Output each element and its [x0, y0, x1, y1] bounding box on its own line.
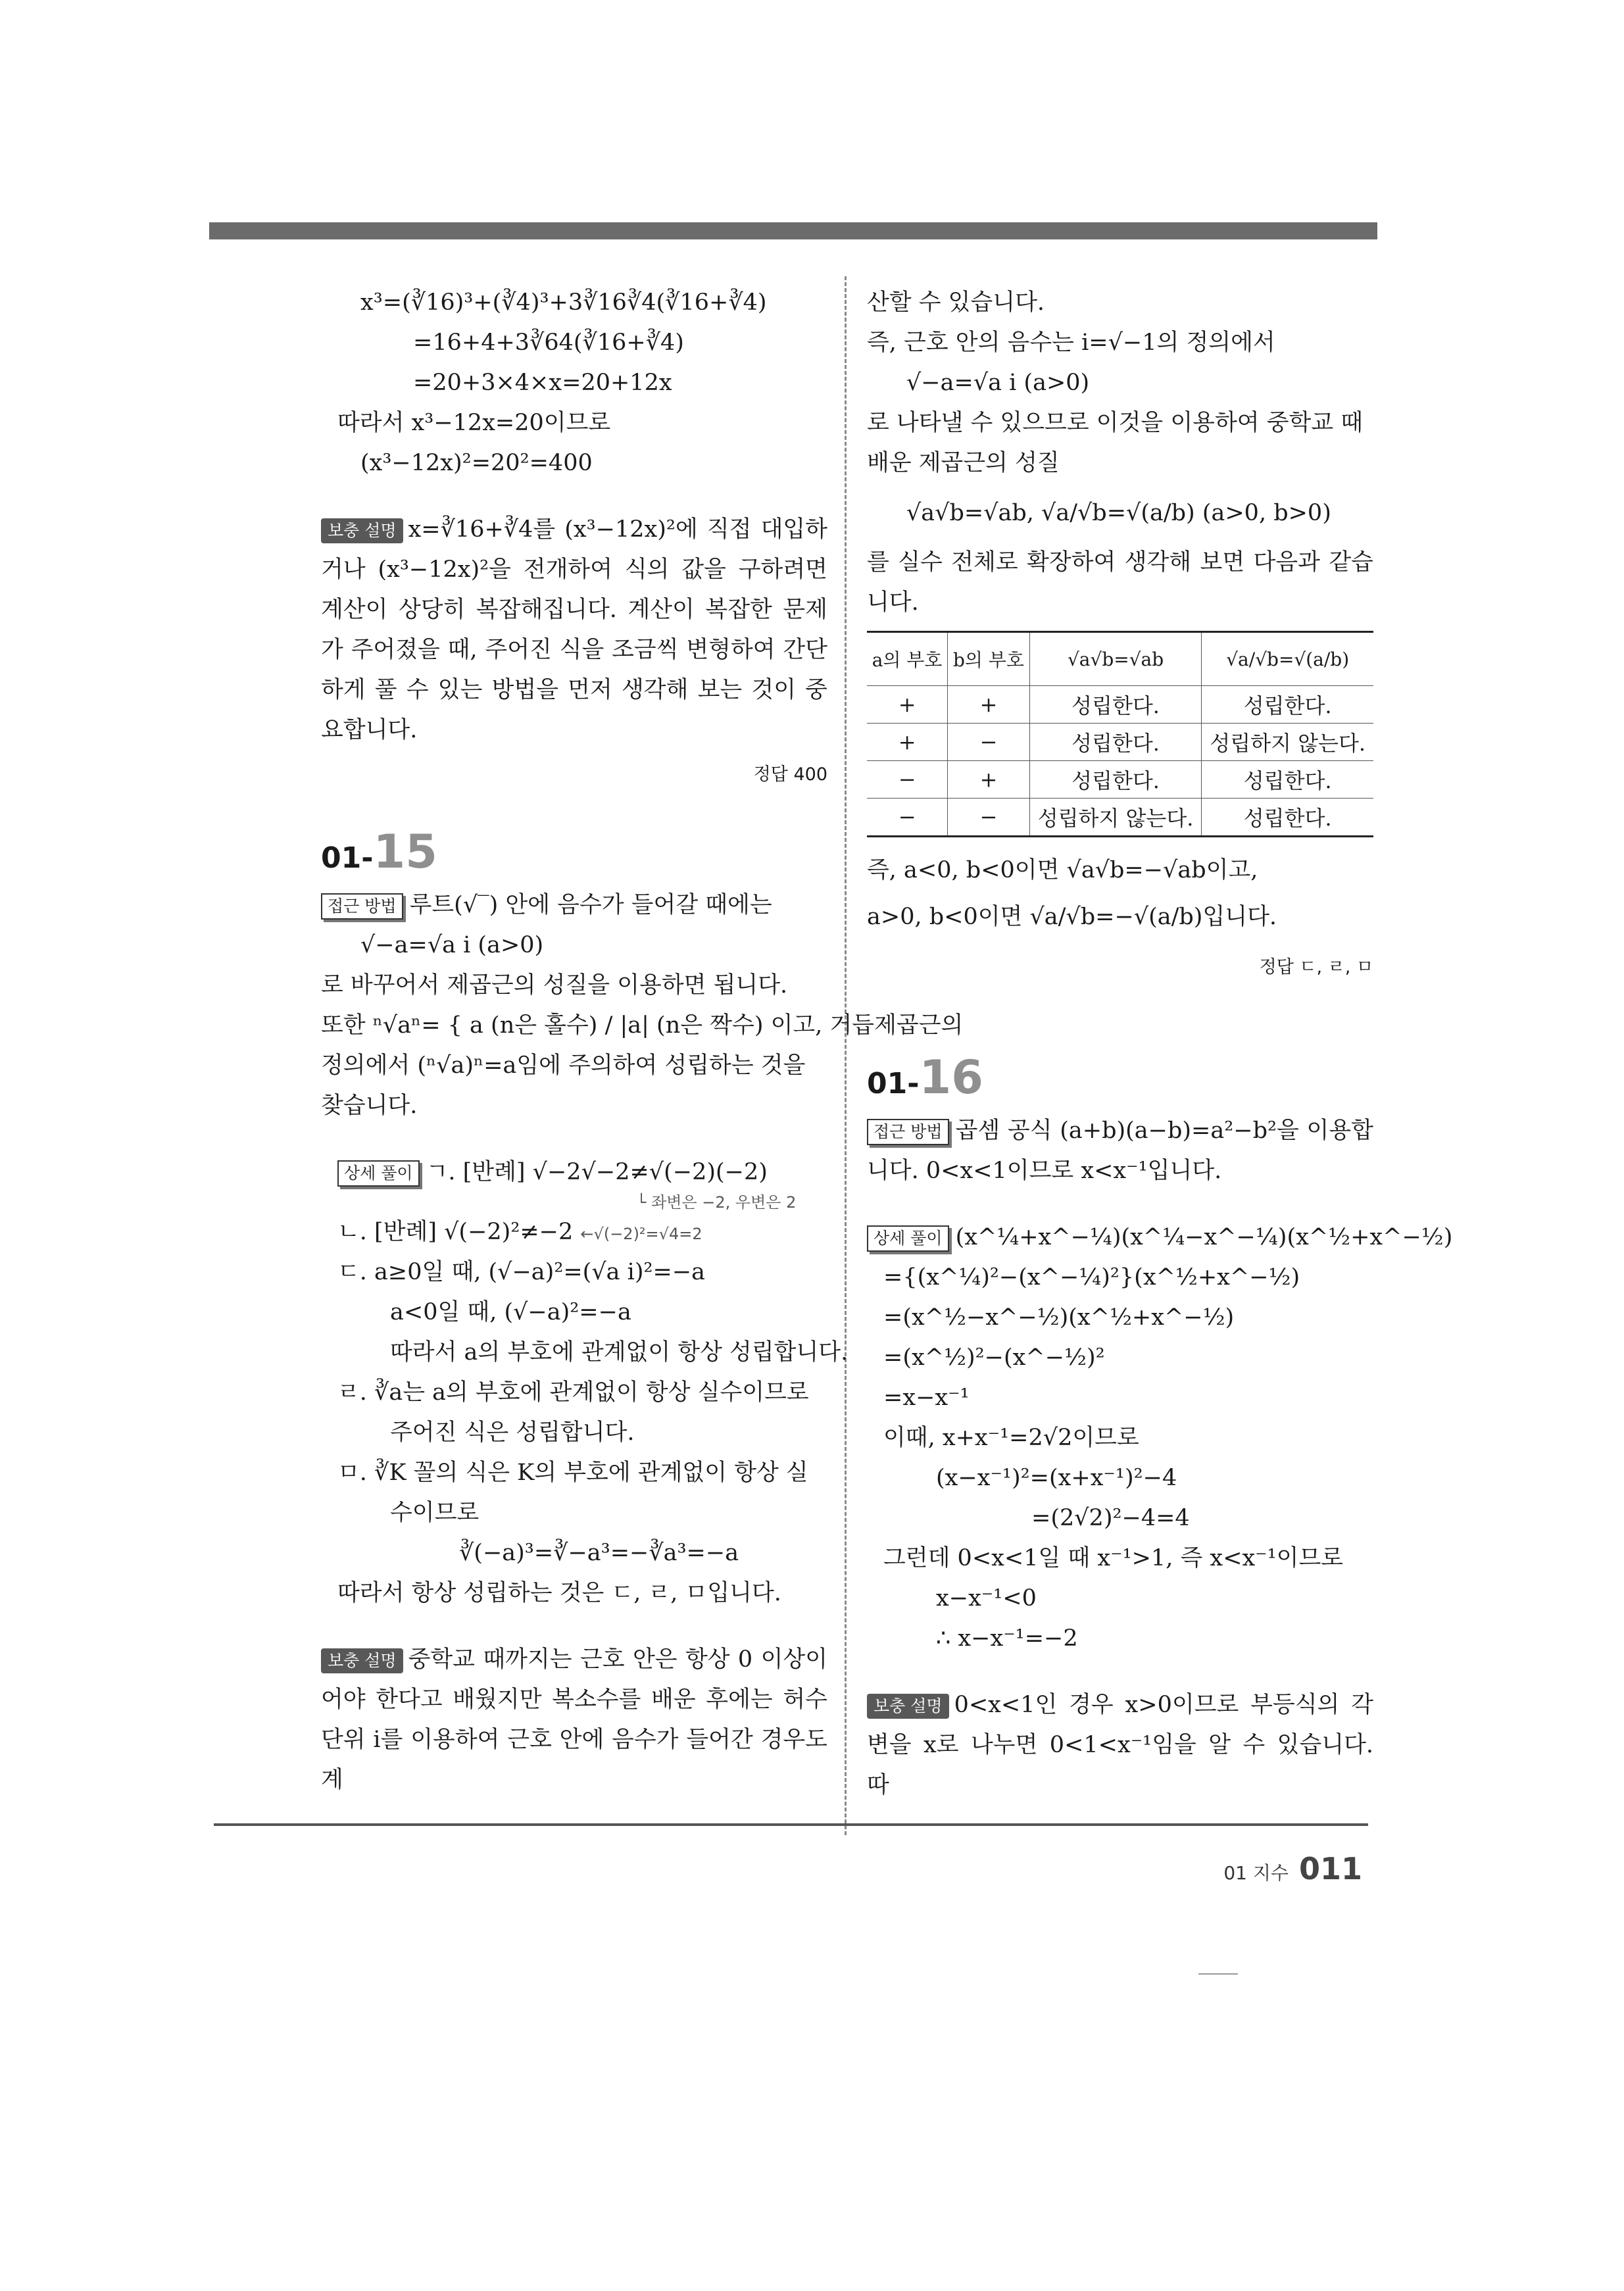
- table-header-cell: b의 부호: [948, 632, 1030, 686]
- page-number: 011: [1298, 1851, 1362, 1886]
- approach-line: [321, 885, 827, 925]
- chapter-label: 01 지수: [1223, 1862, 1289, 1884]
- table-cell: 성립한다.: [1029, 686, 1202, 724]
- supplement-text: x=∛16+∛4를 (x³−12x)²에 직접 대입하거나 (x³−12x)²을 전개하여 식의 값을 구하려면 계산이 상당히 복잡해집니다. 계산이 복잡한 문제가 주어졌을 때, 주어진 식을 조금씩 변형하여 간단하게 풀 수 있는 방법을 먼저 생각해 보는 것이 중요합니다.: [321, 516, 827, 743]
- answer-15: 정답 ㄷ, ㄹ, ㅁ: [1259, 957, 1373, 977]
- table-cell: −: [867, 761, 948, 799]
- table-cell: −: [948, 799, 1030, 837]
- supplement-badge: 보충 설명: [867, 1694, 949, 1719]
- text-line: 배운 제곱근의 성질: [867, 450, 1060, 476]
- table-header-row: [867, 632, 1373, 686]
- table-row: [867, 724, 1373, 761]
- detail-line: ㅁ. ∛K 꼴의 식은 K의 부호에 관계없이 항상 실: [337, 1460, 808, 1486]
- approach-line: √−a=√a i (a>0): [360, 932, 544, 958]
- detail-line: =(2√2)²−4=4: [1031, 1505, 1190, 1531]
- equation-line: =20+3×4×x=20+12x: [413, 370, 672, 396]
- side-note: └ 좌변은 −2, 우변은 2: [637, 1193, 797, 1212]
- table-row: [867, 799, 1373, 837]
- problem-number-big: 16: [919, 1050, 983, 1104]
- detail-line: x−x⁻¹<0: [936, 1585, 1037, 1612]
- detail-line: 이때, x+x⁻¹=2√2이므로: [883, 1425, 1139, 1451]
- detail-text: (x^¼+x^−¼)(x^¼−x^−¼)(x^½+x^−½): [955, 1224, 1453, 1250]
- detail-text: ㄴ. [반례] √(−2)²≠−2: [337, 1219, 574, 1245]
- table-cell: 성립하지 않는다.: [1029, 799, 1202, 837]
- detail-line: ∛(−a)³=∛−a³=−∛a³=−a: [459, 1540, 739, 1566]
- table-cell: 성립한다.: [1202, 761, 1373, 799]
- equation-line: (x³−12x)²=20²=400: [360, 450, 593, 476]
- problem-number-prefix: 01-: [321, 841, 374, 875]
- header-bar: [209, 222, 1377, 239]
- table-row: [867, 686, 1373, 724]
- detail-line: =(x^½)²−(x^−½)²: [883, 1344, 1105, 1371]
- table-cell: 성립한다.: [1202, 799, 1373, 837]
- approach-line: 찾습니다.: [321, 1093, 418, 1119]
- table-cell: +: [867, 724, 948, 761]
- equation-line: x³=(∛16)³+(∛4)³+3∛16∛4(∛16+∛4): [360, 289, 767, 316]
- detail-line: 주어진 식은 성립합니다.: [390, 1419, 635, 1446]
- table-cell: 성립한다.: [1029, 724, 1202, 761]
- detail-line: [867, 1218, 1453, 1258]
- table-row: [867, 761, 1373, 799]
- text-line: 즉, 근호 안의 음수는 i=√−1의 정의에서: [867, 330, 1275, 356]
- equation-line: =16+4+3∛64(∛16+∛4): [413, 330, 684, 356]
- table-cell: +: [948, 686, 1030, 724]
- text-line: 산할 수 있습니다.: [867, 289, 1045, 316]
- problem-number-prefix: 01-: [867, 1067, 920, 1100]
- problem-number-16: [867, 1050, 1373, 1104]
- equation-line: √−a=√a i (a>0): [906, 370, 1090, 396]
- footer-rule: [214, 1823, 1368, 1826]
- detail-line: ∴ x−x⁻¹=−2: [936, 1625, 1078, 1652]
- supplement-16: [867, 1685, 1373, 1806]
- column-divider: [845, 276, 847, 1835]
- text-line: 즉, a<0, b<0이면 √a√b=−√ab이고,: [867, 857, 1258, 883]
- approach-badge: 접근 방법: [867, 1119, 949, 1145]
- answer-14: 정답 400: [753, 764, 827, 785]
- detail-line: a<0일 때, (√−a)²=−a: [390, 1299, 631, 1325]
- detail-line: ㄹ. ∛a는 a의 부호에 관계없이 항상 실수이므로: [337, 1379, 809, 1406]
- approach-line: 정의에서 (ⁿ√a)ⁿ=a임에 주의하여 성립하는 것을: [321, 1052, 806, 1079]
- table-cell: 성립한다.: [1029, 761, 1202, 799]
- detail-line: ㄷ. a≥0일 때, (√−a)²=(√a i)²=−a: [337, 1259, 706, 1285]
- text-line: 로 나타낼 수 있으므로 이것을 이용하여 중학교 때: [867, 410, 1364, 436]
- supplement-text: 중학교 때까지는 근호 안은 항상 0 이상이어야 한다고 배웠지만 복소수를 배운 후에는 허수 단위 i를 이용하여 근호 안에 음수가 들어간 경우도 계: [321, 1646, 827, 1793]
- table-header-cell: a의 부호: [867, 632, 948, 686]
- supplement-text: 0<x<1인 경우 x>0이므로 부등식의 각 변을 x로 나누면 0<1<x⁻¹임을 알 수 있습니다. 따: [867, 1692, 1373, 1798]
- right-column: [867, 283, 1453, 1806]
- detail-text: ㄱ. [반례] √−2√−2≠√(−2)(−2): [426, 1159, 768, 1185]
- detail-line: 수이므로: [390, 1500, 480, 1526]
- detail-line: 따라서 a의 부호에 관계없이 항상 성립합니다.: [390, 1339, 849, 1366]
- equation-line: √a√b=√ab, √a/√b=√(a/b) (a>0, b>0): [906, 500, 1331, 526]
- detail-line: [321, 1212, 827, 1252]
- approach-text: 곱셈 공식 (a+b)(a−b)=a²−b²을 이용합니다. 0<x<1이므로 x<x⁻¹입니다.: [867, 1118, 1373, 1184]
- detail-line: =x−x⁻¹: [883, 1385, 970, 1411]
- approach-16: [867, 1111, 1373, 1191]
- table-cell: +: [948, 761, 1030, 799]
- table-cell: +: [867, 686, 948, 724]
- table-cell: −: [948, 724, 1030, 761]
- table-cell: 성립하지 않는다.: [1202, 724, 1373, 761]
- detail-badge: 상세 풀이: [337, 1160, 420, 1187]
- page-footer: [1223, 1851, 1362, 1886]
- equation-line: 따라서 x³−12x=20이므로: [337, 410, 611, 436]
- table-cell: 성립한다.: [1202, 686, 1373, 724]
- sign-table: [867, 631, 1373, 837]
- detail-line: 따라서 항상 성립하는 것은 ㄷ, ㄹ, ㅁ입니다.: [337, 1580, 781, 1606]
- detail-line: =(x^½−x^−½)(x^½+x^−½): [883, 1304, 1235, 1331]
- supplement-14: [321, 510, 827, 751]
- detail-line: ={(x^¼)²−(x^−¼)²}(x^½+x^−½): [883, 1264, 1300, 1291]
- table-cell: −: [867, 799, 948, 837]
- supplement-badge: 보충 설명: [321, 518, 403, 543]
- approach-line: 로 바꾸어서 제곱근의 성질을 이용하면 됩니다.: [321, 972, 788, 998]
- detail-badge: 상세 풀이: [867, 1225, 949, 1252]
- side-note: ←√(−2)²=√4=2: [580, 1225, 702, 1243]
- table-header-cell: √a√b=√ab: [1029, 632, 1202, 686]
- detail-line: 그런데 0<x<1일 때 x⁻¹>1, 즉 x<x⁻¹이므로: [883, 1545, 1344, 1571]
- text-para: 를 실수 전체로 확장하여 생각해 보면 다음과 같습니다.: [867, 549, 1373, 616]
- detail-line: (x−x⁻¹)²=(x+x⁻¹)²−4: [936, 1465, 1177, 1491]
- detail-line: [321, 1152, 827, 1193]
- text-line: a>0, b<0이면 √a/√b=−√(a/b)입니다.: [867, 904, 1277, 930]
- supplement-15: [321, 1640, 827, 1800]
- approach-badge: 접근 방법: [321, 893, 403, 920]
- approach-line: 또한 ⁿ√aⁿ= { a (n은 홀수) / |a| (n은 짝수) 이고, 거듭제곱근의: [321, 1012, 964, 1039]
- table-header-cell: √a/√b=√(a/b): [1202, 632, 1373, 686]
- approach-text: 루트(√‾) 안에 음수가 들어갈 때에는: [409, 892, 772, 918]
- problem-number-15: [321, 825, 827, 879]
- supplement-badge: 보충 설명: [321, 1648, 403, 1673]
- scan-mark: [1198, 1973, 1238, 1975]
- problem-number-big: 15: [373, 825, 437, 879]
